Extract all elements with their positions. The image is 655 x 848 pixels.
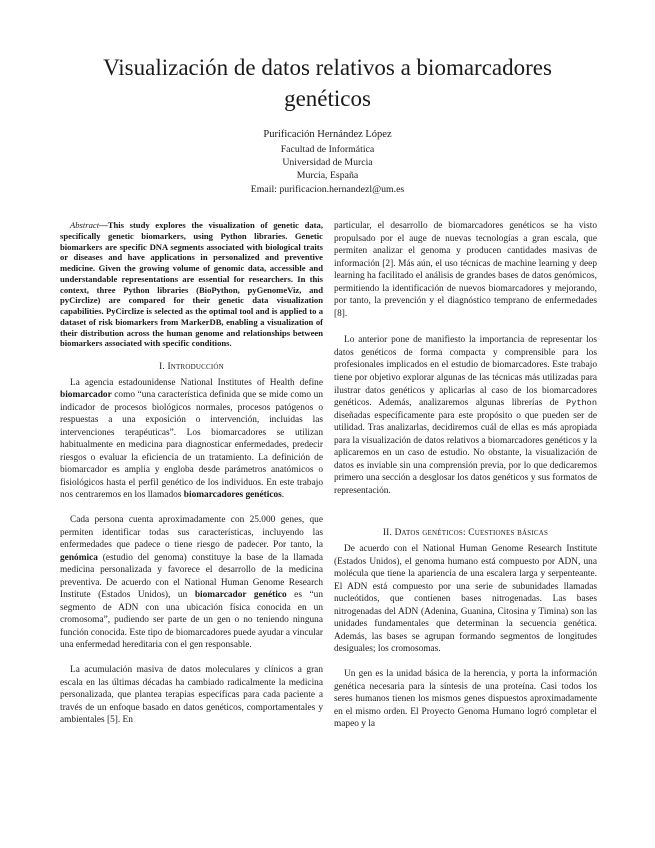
paper-title: Visualización de datos relativos a biomarcadores genéticos	[103, 55, 552, 111]
text-run: (estudio del genoma) constituye la base de la llamada medicina personalizada y favorece el desarrollo de la medicina preventiva. De acuerdo con el National Human Genome Research Institute (Estados Unidos), un	[60, 552, 323, 601]
text-run: .	[281, 490, 285, 501]
section-1-paragraph-4	[334, 334, 597, 497]
section-1-heading	[60, 361, 323, 374]
section-1-numeral: I.	[159, 362, 165, 372]
section-2-title: Datos genéticos: Cuestiones básicas	[394, 528, 549, 539]
right-column	[334, 220, 597, 731]
section-1-paragraph-3: La acumulación masiva de datos moleculares y clínicos a gran escala en las últimas décadas ha cambiado radicalmente la medicina personalizada, que plantea terapias específicas para cada paciente a través de un enfoque basado en datos genéticos, comportamentales y ambientales [5]. En	[60, 665, 323, 726]
section-1-paragraph-1	[60, 377, 323, 502]
section-1-paragraph-3-continued: particular, el desarrollo de biomarcadores genéticos se ha visto propulsado por el auge de nuevas tecnologías a gran escala, que permiten analizar el genoma y producen cantidades masivas de información [2]. Más aún, el uso técnicas de machine learning y deep learning ha facilitado el análisis de grandes bases de datos genómicos, permitiendo la identificación de nuevos biomarcadores y mejorando, por tanto, la prevención y el diagnóstico temprano de enfermedades [8].	[334, 221, 597, 319]
text-run: es “un segmento de ADN con una ubicación física conocida en un cromosoma”, pudiendo ser parte de un gen o no teniendo ninguna función conocida. Este tipo de biomarcadores puede ayudar a vincular una enfermedad hereditaria con el gen responsable.	[60, 590, 324, 651]
section-2-numeral: II.	[382, 528, 393, 539]
author-block	[60, 128, 595, 196]
text-run: Lo anterior pone de manifiesto la importancia de representar los datos genéticos de forma compacta y comprensible para los profesionales implicados en el estudio de biomarcadores. Este trabajo tiene por objetivo explorar algunas de las técnicas más utilizadas para ilustrar datos genéticos y aplicarlas al caso de los biomarcadores genéticos. Además, analizaremos algunas librerías de	[334, 335, 597, 409]
term-python: Python	[566, 398, 597, 409]
section-2-paragraph-1: De acuerdo con el National Human Genome Research Institute (Estados Unidos), el genoma humano está compuesto por ADN, una molécula que tiene la apariencia de una escalera larga y serpenteante. El ADN está compuesto por una serie de subunidades llamadas nucleótidos, que contienen bases nitrogenadas. Las bases nitrogenadas del ADN (Adenina, Guanina, Citosina y Timina) son las unidades fundamentales que determinan la secuencia genética. Además, las bases se agrupan formando segmentos de longitudes desiguales; los cromosomas.	[334, 544, 597, 655]
author-university: Universidad de Murcia	[282, 157, 373, 168]
text-run: La agencia estadounidense National Institutes of Health define	[70, 377, 323, 388]
text-run: Cada persona cuenta aproximadamente con 25.000 genes, que permiten identificar todas sus características, incluyendo las enfermedades que padece o tiene riesgo de padecer. Por tanto, la	[60, 515, 323, 551]
left-column	[60, 220, 323, 727]
section-1-paragraph-2	[60, 514, 323, 652]
section-1-title: Introducción	[167, 362, 224, 372]
section-2-heading	[334, 527, 597, 540]
author-location: Murcia, España	[296, 170, 359, 182]
author-name: Purificación Hernández López	[263, 129, 392, 140]
abstract-label: Abstract	[70, 220, 100, 230]
author-email: Email: purificacion.hernandezl@um.es	[250, 183, 405, 195]
text-run: diseñadas específicamente para este propósito o que pueden ser de utilidad. Tras analizarlas, decidiremos cuál de ellas es más apropiada para la visualización de datos relativos a biomarcadores genéticos y la aplicaremos en un caso de estudio. No obstante, la visualización de datos es inviable sin una comprensión previa, por lo que dedicaremos primero una sección a desglosar los datos genéticos y sus formatos de representación.	[334, 410, 597, 496]
text-run: como “una característica definida que se mide como un indicador de procesos biológicos normales, procesos patógenos o respuestas a una exposición o intervención, incluidas las intervenciones terapéuticas”. Los biomarcadores se utilizan habitualmente en medicina para diagnosticar enfermedades, predecir riesgos o evaluar la eficiencia de un tratamiento. La definición de biomarcador es amplia y engloba desde parámetros anatómicos o fisiológicos hasta el perfil genético de los individuos. En este trabajo nos centraremos en los llamados	[60, 390, 323, 501]
author-faculty: Facultad de Informática	[280, 143, 375, 155]
term-biomarcador: biomarcador	[60, 390, 112, 401]
abstract-text: —This study explores the visualization of genetic data, specifically genetic biomarkers, using Python libraries. Genetic biomarkers are specific DNA segments associated with biological traits or diseases and have applications in personalized and preventive medicine. Given the growing volume of genomic data, accessible and understandable representations are essential for researchers. In this context, three Python libraries (BioPython, pyGenomeViz, and pyCirclize) are compared for their genetic data visualization capabilities. PyCirclize is selected as the optimal tool and is applied to a dataset of risk biomarkers from MarkerDB, enabling a visualization of their distribution across the human genome and relationships between biomarkers associated with specific conditions.	[60, 220, 323, 349]
abstract	[60, 220, 323, 349]
term-genomica: genómica	[60, 552, 98, 563]
section-2-paragraph-2: Un gen es la unidad básica de la herencia, y porta la información genética necesaria para la síntesis de una proteína. Casi todos los seres humanos tienen los mismos genes dispuestos aproximadamente en el mismo orden. El Proyecto Genoma Humano logró completar el mapeo y la	[334, 668, 597, 730]
term-biomarcadores-geneticos: biomarcadores genéticos	[183, 490, 282, 501]
term-biomarcador-genetico: biomarcador genético	[194, 590, 287, 601]
